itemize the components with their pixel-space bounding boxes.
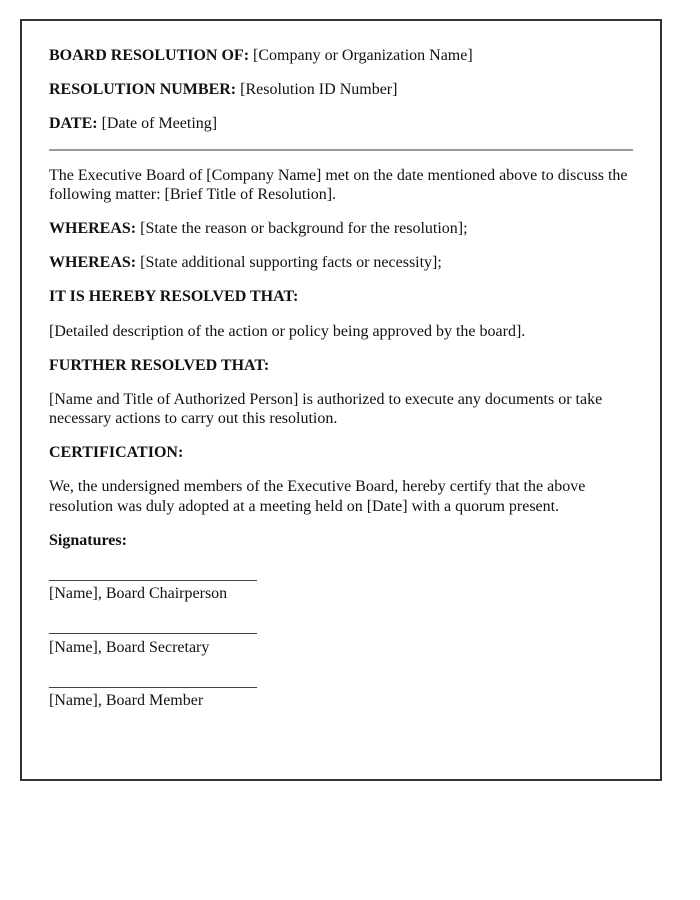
signatures-heading [49, 531, 633, 550]
certification-heading [49, 443, 633, 462]
signature-block-chairperson [49, 565, 633, 603]
signature-line: __________________________ [49, 566, 257, 583]
section-divider [49, 149, 633, 151]
signature-name-label: [Name], Board Member [49, 691, 204, 709]
whereas-clause-1 [49, 219, 633, 238]
date-label: DATE: [49, 115, 98, 133]
further-resolved-heading [49, 356, 633, 375]
certification-heading-label: CERTIFICATION: [49, 444, 184, 462]
board-resolution-of-label: BOARD RESOLUTION OF: [49, 47, 250, 64]
resolved-description: [Detailed description of the action or policy being approved by the board]. [49, 322, 526, 340]
further-resolved-heading-label: FURTHER RESOLVED THAT: [49, 356, 270, 374]
resolved-heading-label: IT IS HEREBY RESOLVED THAT: [49, 288, 299, 306]
resolution-number-label: RESOLUTION NUMBER: [49, 81, 237, 99]
signature-line: __________________________ [49, 672, 257, 690]
intro-paragraph: The Executive Board of [Company Name] met on the date mentioned above to discuss the following matter: [Brief Title of Resolution]. [49, 166, 628, 203]
certification-paragraph: We, the undersigned members of the Executive Board, hereby certify that the above resolution was duly adopted at a meeting held on [Date] with a quorum present. [49, 478, 586, 515]
board-resolution-document [20, 19, 662, 781]
resolution-id-placeholder: [Resolution ID Number] [240, 81, 398, 99]
signature-block-secretary [49, 618, 633, 656]
whereas-clause-2 [49, 253, 633, 272]
whereas-text-1: [State the reason or background for the resolution]; [140, 219, 468, 237]
whereas-label-1: WHEREAS: [49, 219, 137, 237]
resolution-number-line [49, 80, 633, 99]
board-resolution-title-line [49, 46, 633, 65]
whereas-label-2: WHEREAS: [49, 254, 137, 272]
authorization-paragraph: [Name and Title of Authorized Person] is authorized to execute any documents or take necessary actions to carry out this resolution. [49, 390, 603, 428]
date-placeholder: [Date of Meeting] [101, 115, 218, 133]
resolved-heading [49, 287, 633, 306]
signature-line: __________________________ [49, 619, 257, 637]
signature-name-label: [Name], Board Chairperson [49, 585, 228, 603]
date-line [49, 114, 633, 133]
signature-block-member [49, 672, 633, 710]
signatures-heading-label: Signatures: [49, 531, 127, 549]
whereas-text-2: [State additional supporting facts or necessity]; [140, 254, 442, 272]
signature-name-label: [Name], Board Secretary [49, 638, 210, 656]
company-name-placeholder: [Company or Organization Name] [253, 47, 473, 64]
